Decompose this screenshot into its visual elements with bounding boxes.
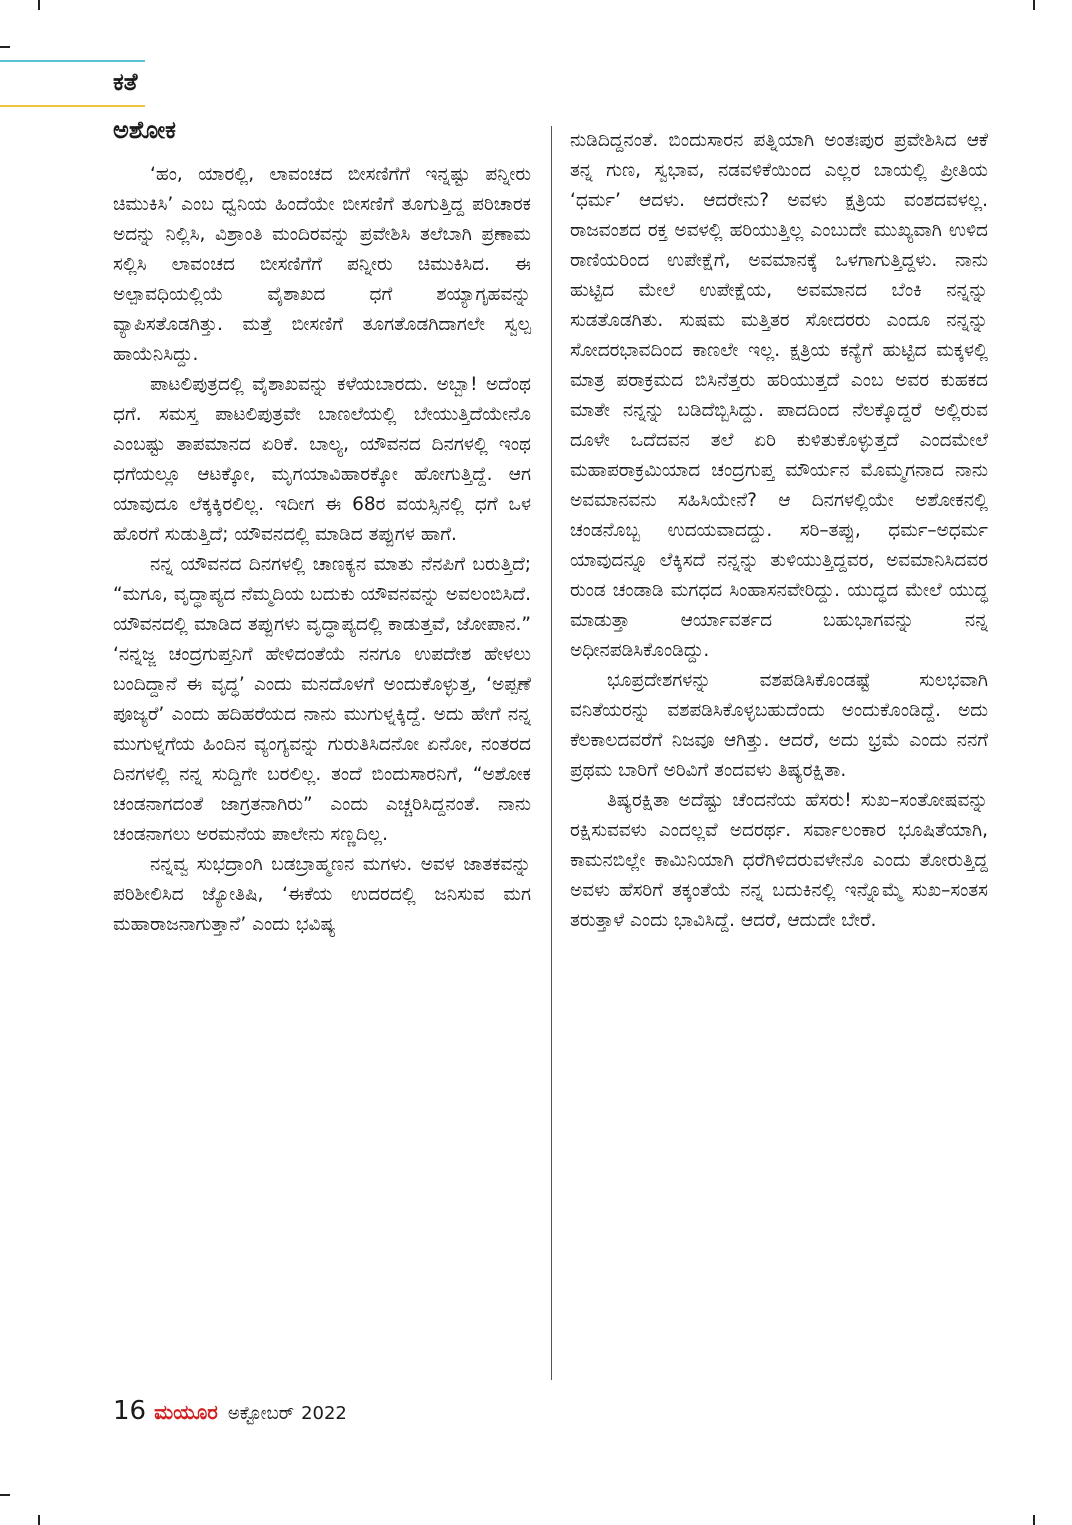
issue-year: 2022 [301,1403,347,1424]
page-footer [113,1396,347,1426]
crop-mark [38,1515,40,1525]
article-title: ಅಶೋಕ [113,116,176,144]
section-rule-top [0,60,145,62]
crop-mark [1033,0,1035,10]
paragraph: ಪಾಟಲಿಪುತ್ರದಲ್ಲಿ ವೈಶಾಖವನ್ನು ಕಳೆಯಬಾರದು. ಅಬ್ಬಾ! ಅದೆಂಥ ಧಗೆ. ಸಮಸ್ತ ಪಾಟಲಿಪುತ್ರವೇ ಬಾಣಲೆಯಲ್ಲಿ ಬೇಯುತ್ತಿದೆಯೇನೊ ಎಂಬಷ್ಟು ತಾಪಮಾನದ ಏರಿಕೆ. ಬಾಲ್ಯ, ಯೌವನದ ದಿನಗಳಲ್ಲಿ ಇಂಥ ಧಗೆಯಲ್ಲೂ ಆಟಕ್ಕೋ, ಮೃಗಯಾವಿಹಾರಕ್ಕೋ ಹೋಗುತ್ತಿದ್ದೆ. ಆಗ ಯಾವುದೂ ಲೆಕ್ಕಕ್ಕಿರಲಿಲ್ಲ. ಇದೀಗ ಈ 68ರ ವಯಸ್ಸಿನಲ್ಲಿ ಧಗೆ ಒಳ ಹೊರಗೆ ಸುಡುತ್ತಿದೆ; ಯೌವನದಲ್ಲಿ ಮಾಡಿದ ತಪ್ಪುಗಳ ಹಾಗೆ. [113,374,531,545]
paragraph: ತಿಷ್ಯರಕ್ಷಿತಾ ಅದೆಷ್ಟು ಚೆಂದನೆಯ ಹೆಸರು! ಸುಖ–ಸಂತೋಷವನ್ನು ರಕ್ಷಿಸುವವಳು ಎಂದಲ್ಲವೆ ಅದರರ್ಥ. ಸರ್ವಾಲಂಕಾರ ಭೂಷಿತೆಯಾಗಿ, ಕಾಮನಬಿಲ್ಲೇ ಕಾಮಿನಿಯಾಗಿ ಧರೆಗಿಳಿದರುವಳೇನೊ ಎಂದು ತೋರುತ್ತಿದ್ದ ಅವಳು ಹೆಸರಿಗೆ ತಕ್ಕಂತೆಯೆ ನನ್ನ ಬದುಕಿನಲ್ಲಿ ಇನ್ನೊಮ್ಮೆ ಸುಖ–ಸಂತಸ ತರುತ್ತಾಳೆ ಎಂದು ಭಾವಿಸಿದ್ದೆ. ಆದರೆ, ಆದುದೇ ಬೇರೆ. [570,790,988,931]
paragraph: ನನ್ನವ್ವ ಸುಭದ್ರಾಂಗಿ ಬಡಬ್ರಾಹ್ಮಣನ ಮಗಳು. ಅವಳ ಜಾತಕವನ್ನು ಪರಿಶೀಲಿಸಿದ ಜ್ಯೋತಿಷಿ, ‘ಈಕೆಯ ಉದರದಲ್ಲಿ ಜನಿಸುವ ಮಗ ಮಹಾರಾಜನಾಗುತ್ತಾನೆ’ ಎಂದು ಭವಿಷ್ಯ [113,854,531,935]
left-column [113,160,531,940]
crop-mark [38,0,40,10]
section-rule-bottom [0,105,145,107]
right-column [570,126,988,936]
paragraph: ಭೂಪ್ರದೇಶಗಳನ್ನು ವಶಪಡಿಸಿಕೊಂಡಷ್ಟೆ ಸುಲಭವಾಗಿ ವನಿತೆಯರನ್ನು ವಶಪಡಿಸಿಕೊಳ್ಳಬಹುದೆಂದು ಅಂದುಕೊಂಡಿದ್ದೆ. ಅದು ಕೆಲಕಾಲದವರೆಗೆ ನಿಜವೂ ಆಗಿತ್ತು. ಆದರೆ, ಅದು ಭ್ರಮೆ ಎಂದು ನನಗೆ ಪ್ರಥಮ ಬಾರಿಗೆ ಅರಿವಿಗೆ ತಂದವಳು ತಿಷ್ಯರಕ್ಷಿತಾ. [570,670,988,781]
page-number: 16 [113,1396,147,1426]
paragraph: ನನ್ನ ಯೌವನದ ದಿನಗಳಲ್ಲಿ ಚಾಣಕ್ಯನ ಮಾತು ನೆನಪಿಗೆ ಬರುತ್ತಿದೆ; “ಮಗೂ, ವೃದ್ಧಾಪ್ಯದ ನೆಮ್ಮದಿಯ ಬದುಕು ಯೌವನವನ್ನು ಅವಲಂಬಿಸಿದೆ. ಯೌವನದಲ್ಲಿ ಮಾಡಿದ ತಪ್ಪುಗಳು ವೃದ್ಧಾಪ್ಯದಲ್ಲಿ ಕಾಡುತ್ತವೆ, ಜೋಪಾನ.” ‘ನನ್ನಜ್ಜ ಚಂದ್ರಗುಪ್ತನಿಗೆ ಹೇಳಿದಂತೆಯೆ ನನಗೂ ಉಪದೇಶ ಹೇಳಲು ಬಂದಿದ್ದಾನೆ ಈ ವೃದ್ಧ’ ಎಂದು ಮನದೊಳಗೆ ಅಂದುಕೊಳ್ಳುತ್ತ, ‘ಅಪ್ಪಣೆ ಪೂಜ್ಯರೆ’ ಎಂದು ಹದಿಹರೆಯದ ನಾನು ಮುಗುಳ್ನಕ್ಕಿದ್ದೆ. ಅದು ಹೇಗೆ ನನ್ನ ಮುಗುಳ್ನಗೆಯ ಹಿಂದಿನ ವ್ಯಂಗ್ಯವನ್ನು ಗುರುತಿಸಿದನೋ ಏನೋ, ನಂತರದ ದಿನಗಳಲ್ಲಿ ನನ್ನ ಸುದ್ದಿಗೇ ಬರಲಿಲ್ಲ. ತಂದೆ ಬಿಂದುಸಾರನಿಗೆ, “ಅಶೋಕ ಚಂಡನಾಗದಂತೆ ಜಾಗ್ರತನಾಗಿರು” ಎಂದು ಎಚ್ಚರಿಸಿದ್ದನಂತೆ. ನಾನು ಚಂಡನಾಗಲು ಅರಮನೆಯ ಪಾಲೇನು ಸಣ್ಣದಿಲ್ಲ. [113,554,531,845]
magazine-logo: ಮಯೂರ [154,1400,218,1424]
crop-mark [1033,1515,1035,1525]
column-divider [551,126,552,1380]
crop-mark [0,1494,10,1496]
crop-mark [0,46,10,48]
paragraph: ‘ಹಂ, ಯಾರಲ್ಲಿ, ಲಾವಂಚದ ಬೀಸಣಿಗೆಗೆ ಇನ್ನಷ್ಟು ಪನ್ನೀರು ಚಿಮುಕಿಸಿ’ ಎಂಬ ಧ್ವನಿಯ ಹಿಂದೆಯೇ ಬೀಸಣಿಗೆ ತೂಗುತ್ತಿದ್ದ ಪರಿಚಾರಕ ಅದನ್ನು ನಿಲ್ಲಿಸಿ, ವಿಶ್ರಾಂತಿ ಮಂದಿರವನ್ನು ಪ್ರವೇಶಿಸಿ ತಲೆಬಾಗಿ ಪ್ರಣಾಮ ಸಲ್ಲಿಸಿ ಲಾವಂಚದ ಬೀಸಣಿಗೆಗೆ ಪನ್ನೀರು ಚಿಮುಕಿಸಿದ. ಈ ಅಲ್ಪಾವಧಿಯಲ್ಲಿಯೆ ವೈಶಾಖದ ಧಗೆ ಶಯ್ಯಾಗೃಹವನ್ನು ವ್ಯಾಪಿಸತೊಡಗಿತ್ತು. ಮತ್ತೆ ಬೀಸಣಿಗೆ ತೂಗತೊಡಗಿದಾಗಲೇ ಸ್ವಲ್ಪ ಹಾಯೆನಿಸಿದ್ದು. [113,164,531,365]
paragraph: ನುಡಿದಿದ್ದನಂತೆ. ಬಿಂದುಸಾರನ ಪತ್ನಿಯಾಗಿ ಅಂತಃಪುರ ಪ್ರವೇಶಿಸಿದ ಆಕೆ ತನ್ನ ಗುಣ, ಸ್ವಭಾವ, ನಡವಳಿಕೆಯಿಂದ ಎಲ್ಲರ ಬಾಯಲ್ಲಿ ಪ್ರೀತಿಯ ‘ಧರ್ಮ’ ಆದಳು. ಆದರೇನು? ಅವಳು ಕ್ಷತ್ರಿಯ ವಂಶದವಳಲ್ಲ. ರಾಜವಂಶದ ರಕ್ತ ಅವಳಲ್ಲಿ ಹರಿಯುತ್ತಿಲ್ಲ ಎಂಬುದೇ ಮುಖ್ಯವಾಗಿ ಉಳಿದ ರಾಣಿಯರಿಂದ ಉಪೇಕ್ಷೆಗೆ, ಅವಮಾನಕ್ಕೆ ಒಳಗಾಗುತ್ತಿದ್ದಳು. ನಾನು ಹುಟ್ಟಿದ ಮೇಲೆ ಉಪೇಕ್ಷೆಯ, ಅವಮಾನದ ಬೆಂಕಿ ನನ್ನನ್ನು ಸುಡತೊಡಗಿತು. ಸುಷಮ ಮತ್ತಿತರ ಸೋದರರು ಎಂದೂ ನನ್ನನ್ನು ಸೋದರಭಾವದಿಂದ ಕಾಣಲೇ ಇಲ್ಲ. ಕ್ಷತ್ರಿಯ ಕನ್ಯೆಗೆ ಹುಟ್ಟಿದ ಮಕ್ಕಳಲ್ಲಿ ಮಾತ್ರ ಪರಾಕ್ರಮದ ಬಿಸಿನೆತ್ತರು ಹರಿಯುತ್ತದೆ ಎಂಬ ಅವರ ಕುಹಕದ ಮಾತೇ ನನ್ನನ್ನು ಬಡಿದೆಬ್ಬಿಸಿದ್ದು. ಪಾದದಿಂದ ನೆಲಕ್ಕೊದ್ದರೆ ಅಲ್ಲಿರುವ ದೂಳೇ ಒದೆದವನ ತಲೆ ಏರಿ ಕುಳಿತುಕೊಳ್ಳುತ್ತದೆ ಎಂದಮೇಲೆ ಮಹಾಪರಾಕ್ರಮಿಯಾದ ಚಂದ್ರಗುಪ್ತ ಮೌರ್ಯನ ಮೊಮ್ಮಗನಾದ ನಾನು ಅವಮಾನವನು ಸಹಿಸಿಯೇನೆ? ಆ ದಿನಗಳಲ್ಲಿಯೇ ಅಶೋಕನಲ್ಲಿ ಚಂಡನೊಬ್ಬ ಉದಯವಾದದ್ದು. ಸರಿ–ತಪ್ಪು, ಧರ್ಮ–ಅಧರ್ಮ ಯಾವುದನ್ನೂ ಲೆಕ್ಕಿಸದೆ ನನ್ನನ್ನು ತುಳಿಯುತ್ತಿದ್ದವರ, ಅವಮಾನಿಸಿದವರ ರುಂಡ ಚಂಡಾಡಿ ಮಗಧದ ಸಿಂಹಾಸನವೇರಿದ್ದು. ಯುದ್ಧದ ಮೇಲೆ ಯುದ್ಧ ಮಾಡುತ್ತಾ ಆರ್ಯಾವರ್ತದ ಬಹುಭಾಗವನ್ನು ನನ್ನ ಅಧೀನಪಡಿಸಿಕೊಂಡಿದ್ದು. [570,130,988,661]
section-label: ಕತೆ [113,68,138,96]
issue-month: ಅಕ್ಟೋಬರ್ [227,1403,295,1424]
